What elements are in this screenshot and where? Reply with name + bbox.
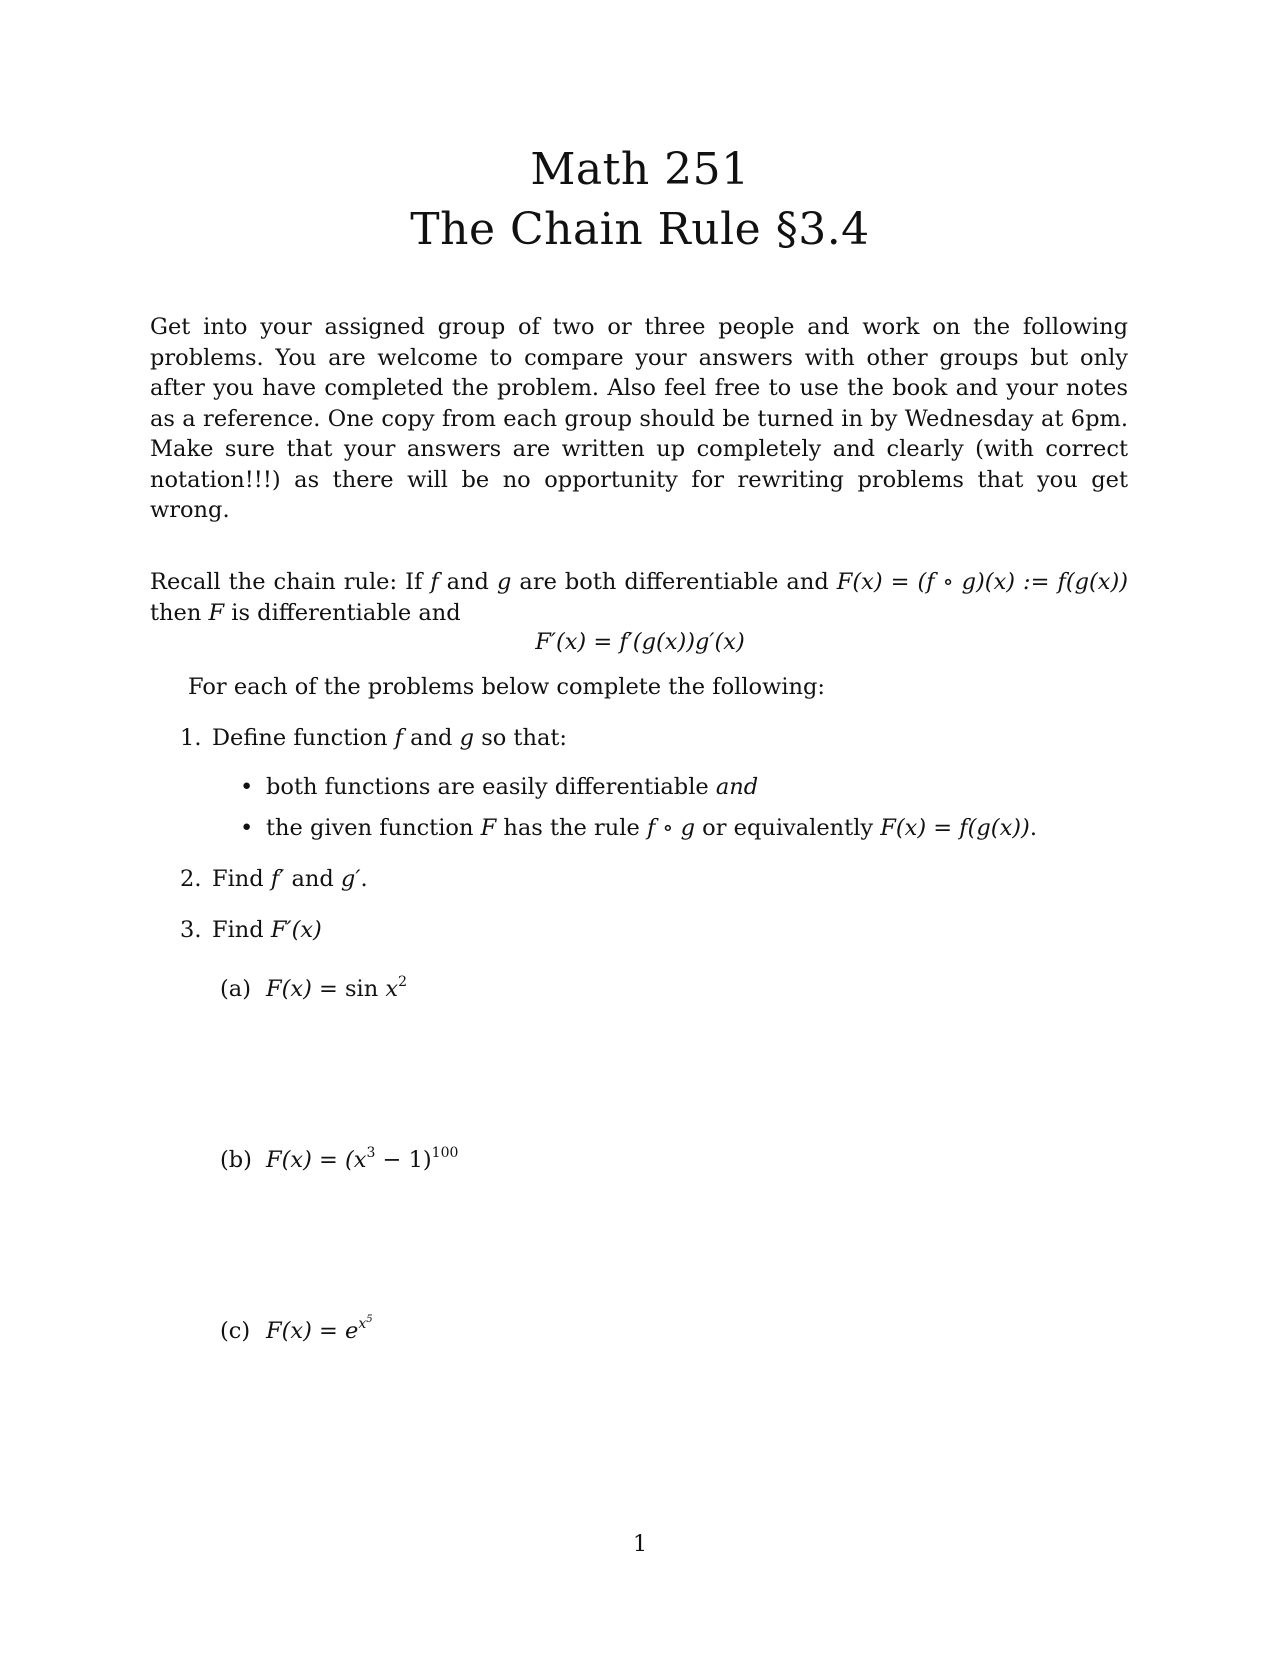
item-number: 1. <box>180 725 202 751</box>
problem-label: (c) <box>220 1318 251 1344</box>
bullet-text-3: or equivalently <box>702 815 874 841</box>
bullet-emphasis: and <box>715 774 759 800</box>
instruction-item-3 <box>180 915 322 945</box>
recall-and: and <box>446 569 489 595</box>
item-gprime: g′ <box>340 866 361 892</box>
bullet-item-2 <box>240 813 1037 843</box>
problem-label: (b) <box>220 1147 252 1173</box>
recall-g: g <box>496 569 512 595</box>
recall-F: F <box>208 599 225 626</box>
instruction-item-2 <box>180 864 368 894</box>
problem-inner-rest: − 1) <box>375 1147 432 1173</box>
problem-inner-exponent: 3 <box>366 1145 376 1161</box>
recall-composition: F(x) = (f ∘ g)(x) := f(g(x)) <box>836 569 1129 595</box>
problem-func: sin <box>345 976 379 1002</box>
problem-exponent-base: x <box>358 1316 367 1332</box>
bullet-item-1 <box>240 772 758 802</box>
problem-lhs: F(x) = <box>266 1147 346 1173</box>
problem-exponent: 2 <box>398 974 408 990</box>
problem-exponent <box>358 1316 372 1332</box>
bullet-text: the given function <box>266 815 474 841</box>
bullet-fog: f ∘ g <box>646 815 696 841</box>
recall-f: f <box>430 569 439 595</box>
item-and: and <box>291 866 334 892</box>
problem-a <box>220 974 407 1004</box>
topic-title: The Chain Rule §3.4 <box>410 204 870 255</box>
item-text-end: so that: <box>481 725 568 751</box>
problem-inner: (x <box>345 1147 367 1173</box>
bullet-text-2: has the rule <box>503 815 640 841</box>
item-and: and <box>410 725 453 751</box>
bullet-period: . <box>1029 815 1037 841</box>
instruction-item-1 <box>180 723 567 753</box>
item-fprime: f′ <box>270 866 285 892</box>
problem-base: x <box>385 976 399 1002</box>
problem-exponent: 100 <box>431 1145 459 1161</box>
item-g: g <box>459 725 475 751</box>
recall-mid: are both differentiable and <box>519 569 829 595</box>
course-title: Math 251 <box>530 144 750 195</box>
item-f: f <box>394 725 403 751</box>
page-number: 1 <box>632 1531 648 1557</box>
item-number: 3. <box>180 917 202 943</box>
problem-lhs: F(x) = <box>266 1318 346 1344</box>
bullet-mark: • <box>240 815 254 841</box>
recall-then: then <box>150 599 202 626</box>
item-number: 2. <box>180 866 202 892</box>
bullet-equation: F(x) = f(g(x)) <box>880 815 1030 841</box>
bullet-mark: • <box>240 774 254 800</box>
problem-exponent-power: 5 <box>366 1314 373 1325</box>
chain-rule-recall <box>150 567 1128 628</box>
problem-base: e <box>345 1318 359 1344</box>
bullet-F: F <box>480 815 497 841</box>
item-text: Define function <box>212 725 388 751</box>
problem-lhs: F(x) = <box>266 976 346 1002</box>
problem-label: (a) <box>220 976 251 1002</box>
item-text: Find <box>212 917 264 943</box>
recall-tail: is differentiable and <box>231 599 461 626</box>
intro-paragraph: Get into your assigned group of two or three people and work on the following problems. You are welcome to compare your answers with other groups but only after you have completed the problem. Also feel free to use the book and your notes as a reference. One copy from each group should be turned in by Wednesday at 6pm. Make sure that your answers are written up completely and clearly (with correct notation!!!) as there will be no opportunity for rewriting problems that you get wrong. <box>150 314 1128 523</box>
item-period: . <box>360 866 368 892</box>
item-Fprime: F′(x) <box>270 917 322 943</box>
chain-rule-formula: F′(x) = f′(g(x))g′(x) <box>535 629 745 655</box>
problem-c <box>220 1316 373 1346</box>
bullet-text: both functions are easily differentiable <box>266 774 709 800</box>
problem-b <box>220 1145 458 1175</box>
item-text: Find <box>212 866 264 892</box>
recall-lead: Recall the chain rule: If <box>150 569 423 595</box>
instructions-lead: For each of the problems below complete the following: <box>188 674 826 700</box>
